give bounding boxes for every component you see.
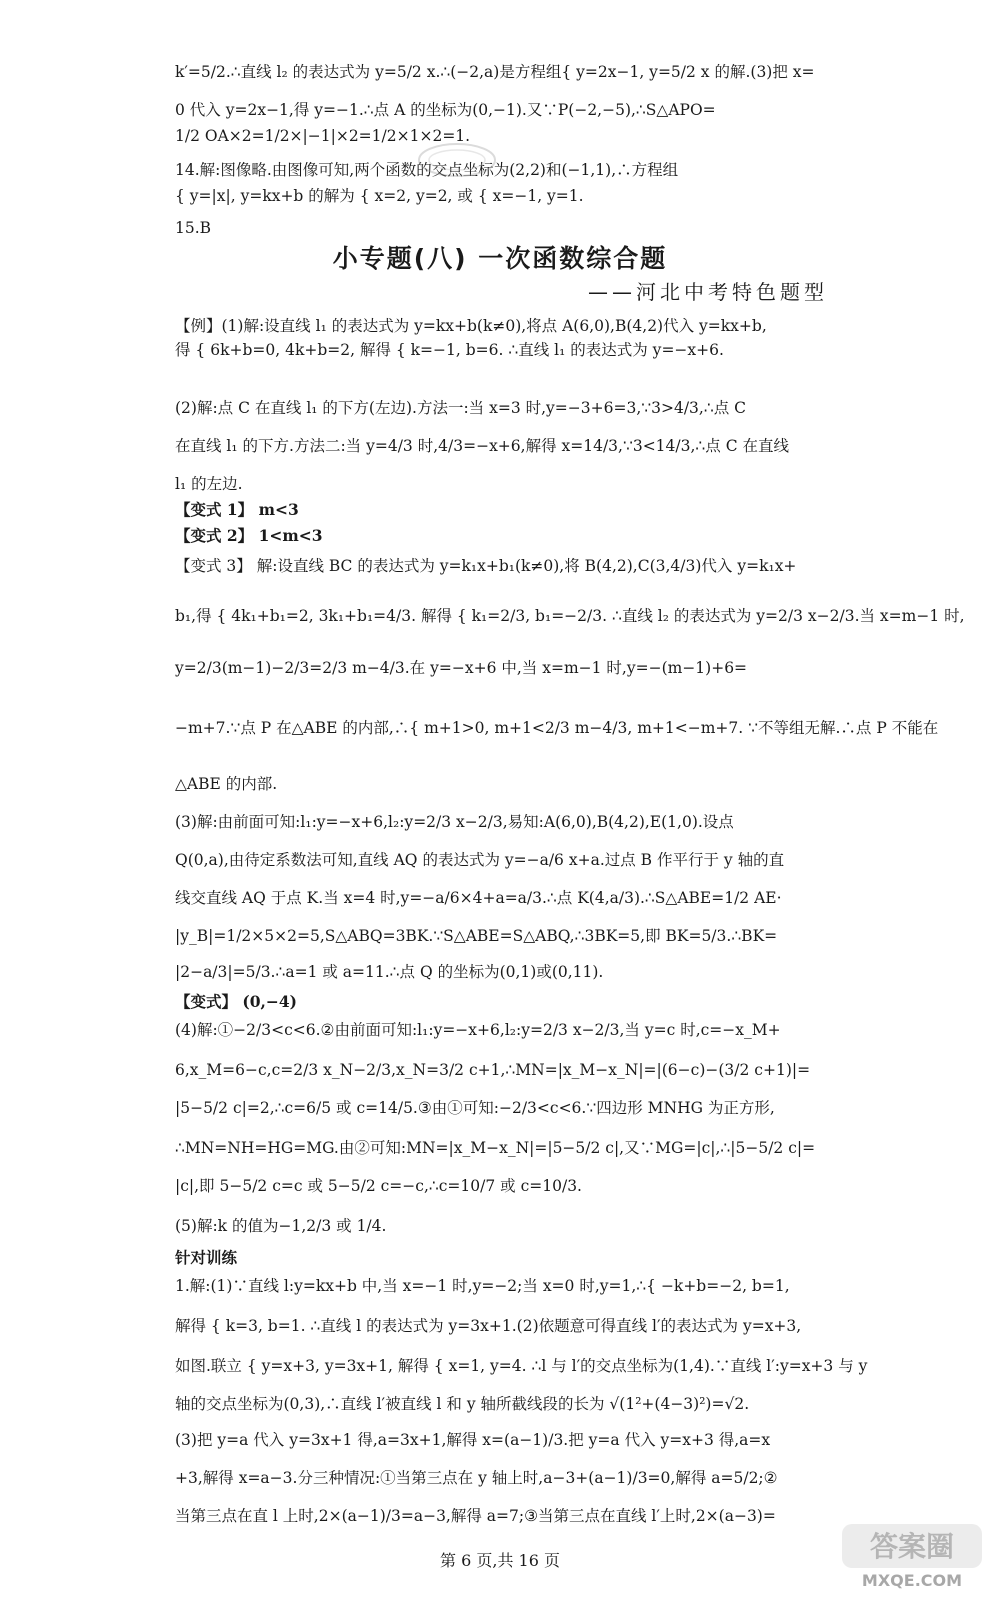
site-logo-watermark	[838, 1520, 988, 1592]
text-line: 0 代入 y=2x−1,得 y=−1.∴点 A 的坐标为(0,−1).又∵P(−2,−5),∴S△APO=	[175, 101, 716, 119]
text-line: Q(0,a),由待定系数法可知,直线 AQ 的表达式为 y=−a/6 x+a.过点 B 作平行于 y 轴的直	[175, 851, 785, 869]
text-line: 针对训练	[175, 1248, 238, 1267]
text-line: (3)解:由前面可知:l₁:y=−x+6,l₂:y=2/3 x−2/3,易知:A(6,0),B(4,2),E(1,0).设点	[175, 813, 734, 831]
text-line: 在直线 l₁ 的下方.方法二:当 y=4/3 时,4/3=−x+6,解得 x=14/3,∵3<14/3,∴点 C 在直线	[175, 437, 789, 455]
text-line: 解得 { k=3, b=1. ∴直线 l 的表达式为 y=3x+1.(2)依题意可得直线 l′的表达式为 y=x+3,	[175, 1317, 802, 1335]
text-line: l₁ 的左边.	[175, 475, 243, 493]
text-line: 如图.联立 { y=x+3, y=3x+1, 解得 { x=1, y=4. ∴l 与 l′的交点坐标为(1,4).∵直线 l′:y=x+3 与 y	[175, 1357, 868, 1375]
text-line: 【例】(1)解:设直线 l₁ 的表达式为 y=kx+b(k≠0),将点 A(6,0),B(4,2)代入 y=kx+b,	[175, 317, 767, 335]
text-line: +3,解得 x=a−3.分三种情况:①当第三点在 y 轴上时,a−3+(a−1)/3=0,解得 a=5/2;②	[175, 1469, 778, 1487]
text-line: |c|,即 5−5/2 c=c 或 5−5/2 c=−c,∴c=10/7 或 c=10/3.	[175, 1177, 582, 1195]
text-line: 1/2 OA×2=1/2×|−1|×2=1/2×1×2=1.	[175, 127, 471, 145]
section-title: 小专题(八) 一次函数综合题	[332, 244, 668, 273]
text-line: |5−5/2 c|=2,∴c=6/5 或 c=14/5.③由①可知:−2/3<c<6.∵四边形 MNHG 为正方形,	[175, 1099, 775, 1117]
text-line: y=2/3(m−1)−2/3=2/3 m−4/3.在 y=−x+6 中,当 x=m−1 时,y=−(m−1)+6=	[175, 659, 748, 677]
text-line: (5)解:k 的值为−1,2/3 或 1/4.	[175, 1217, 387, 1235]
text-line: △ABE 的内部.	[175, 775, 278, 793]
text-line: 1.解:(1)∵直线 l:y=kx+b 中,当 x=−1 时,y=−2;当 x=0 时,y=1,∴{ −k+b=−2, b=1,	[175, 1277, 790, 1295]
text-line: 6,x_M=6−c,c=2/3 x_N−2/3,x_N=3/2 c+1,∴MN=|x_M−x_N|=|(6−c)−(3/2 c+1)|=	[175, 1061, 811, 1079]
svg-text:MXQE.COM: MXQE.COM	[861, 1571, 963, 1590]
text-line: |2−a/3|=5/3.∴a=1 或 a=11.∴点 Q 的坐标为(0,1)或(0,11).	[175, 963, 604, 981]
text-line: (3)把 y=a 代入 y=3x+1 得,a=3x+1,解得 x=(a−1)/3.把 y=a 代入 y=x+3 得,a=x	[175, 1431, 771, 1449]
text-line: 14.解:图像略.由图像可知,两个函数的交点坐标为(2,2)和(−1,1),∴方程组	[175, 161, 679, 179]
text-line: ∴MN=NH=HG=MG.由②可知:MN=|x_M−x_N|=|5−5/2 c|,又∵MG=|c|,∴|5−5/2 c|=	[175, 1139, 816, 1157]
text-line: 轴的交点坐标为(0,3),∴直线 l′被直线 l 和 y 轴所截线段的长为 √(1²+(4−3)²)=√2.	[175, 1395, 750, 1413]
text-line: 【变式 2】 1<m<3	[175, 526, 323, 545]
stamp-watermark	[415, 140, 500, 180]
section-subtitle: ——河北中考特色题型	[588, 280, 828, 304]
text-line: |y_B|=1/2×5×2=5,S△ABQ=3BK.∵S△ABE=S△ABQ,∴3BK=5,即 BK=5/3.∴BK=	[175, 927, 778, 945]
text-line: 当第三点在直 l 上时,2×(a−1)/3=a−3,解得 a=7;③当第三点在直线 l′上时,2×(a−3)=	[175, 1507, 776, 1525]
text-line: b₁,得 { 4k₁+b₁=2, 3k₁+b₁=4/3. 解得 { k₁=2/3, b₁=−2/3. ∴直线 l₂ 的表达式为 y=2/3 x−2/3.当 x=m−1 时,	[175, 607, 965, 625]
page-number: 第 6 页,共 16 页	[440, 1551, 560, 1570]
svg-text:答案圈: 答案圈	[869, 1530, 955, 1563]
text-line: (2)解:点 C 在直线 l₁ 的下方(左边).方法一:当 x=3 时,y=−3+6=3,∵3>4/3,∴点 C	[175, 399, 746, 417]
text-line: 【变式 1】 m<3	[175, 500, 299, 519]
text-line: 得 { 6k+b=0, 4k+b=2, 解得 { k=−1, b=6. ∴直线 l₁ 的表达式为 y=−x+6.	[175, 341, 724, 359]
text-line: 线交直线 AQ 于点 K.当 x=4 时,y=−a/6×4+a=a/3.∴点 K(4,a/3).∴S△ABE=1/2 AE·	[175, 889, 782, 907]
text-line: 【变式】 (0,−4)	[175, 992, 298, 1011]
text-line: k′=5/2.∴直线 l₂ 的表达式为 y=5/2 x.∴(−2,a)是方程组{ y=2x−1, y=5/2 x 的解.(3)把 x=	[175, 63, 815, 81]
text-line: −m+7.∵点 P 在△ABE 的内部,∴{ m+1>0, m+1<2/3 m−4/3, m+1<−m+7. ∵不等组无解.∴点 P 不能在	[175, 719, 939, 737]
text-line: (4)解:①−2/3<c<6.②由前面可知:l₁:y=−x+6,l₂:y=2/3 x−2/3,当 y=c 时,c=−x_M+	[175, 1021, 781, 1039]
text-line: 【变式 3】 解:设直线 BC 的表达式为 y=k₁x+b₁(k≠0),将 B(4,2),C(3,4/3)代入 y=k₁x+	[175, 557, 797, 575]
text-line: 15.B	[175, 219, 212, 237]
text-line: { y=|x|, y=kx+b 的解为 { x=2, y=2, 或 { x=−1, y=1.	[175, 187, 584, 205]
